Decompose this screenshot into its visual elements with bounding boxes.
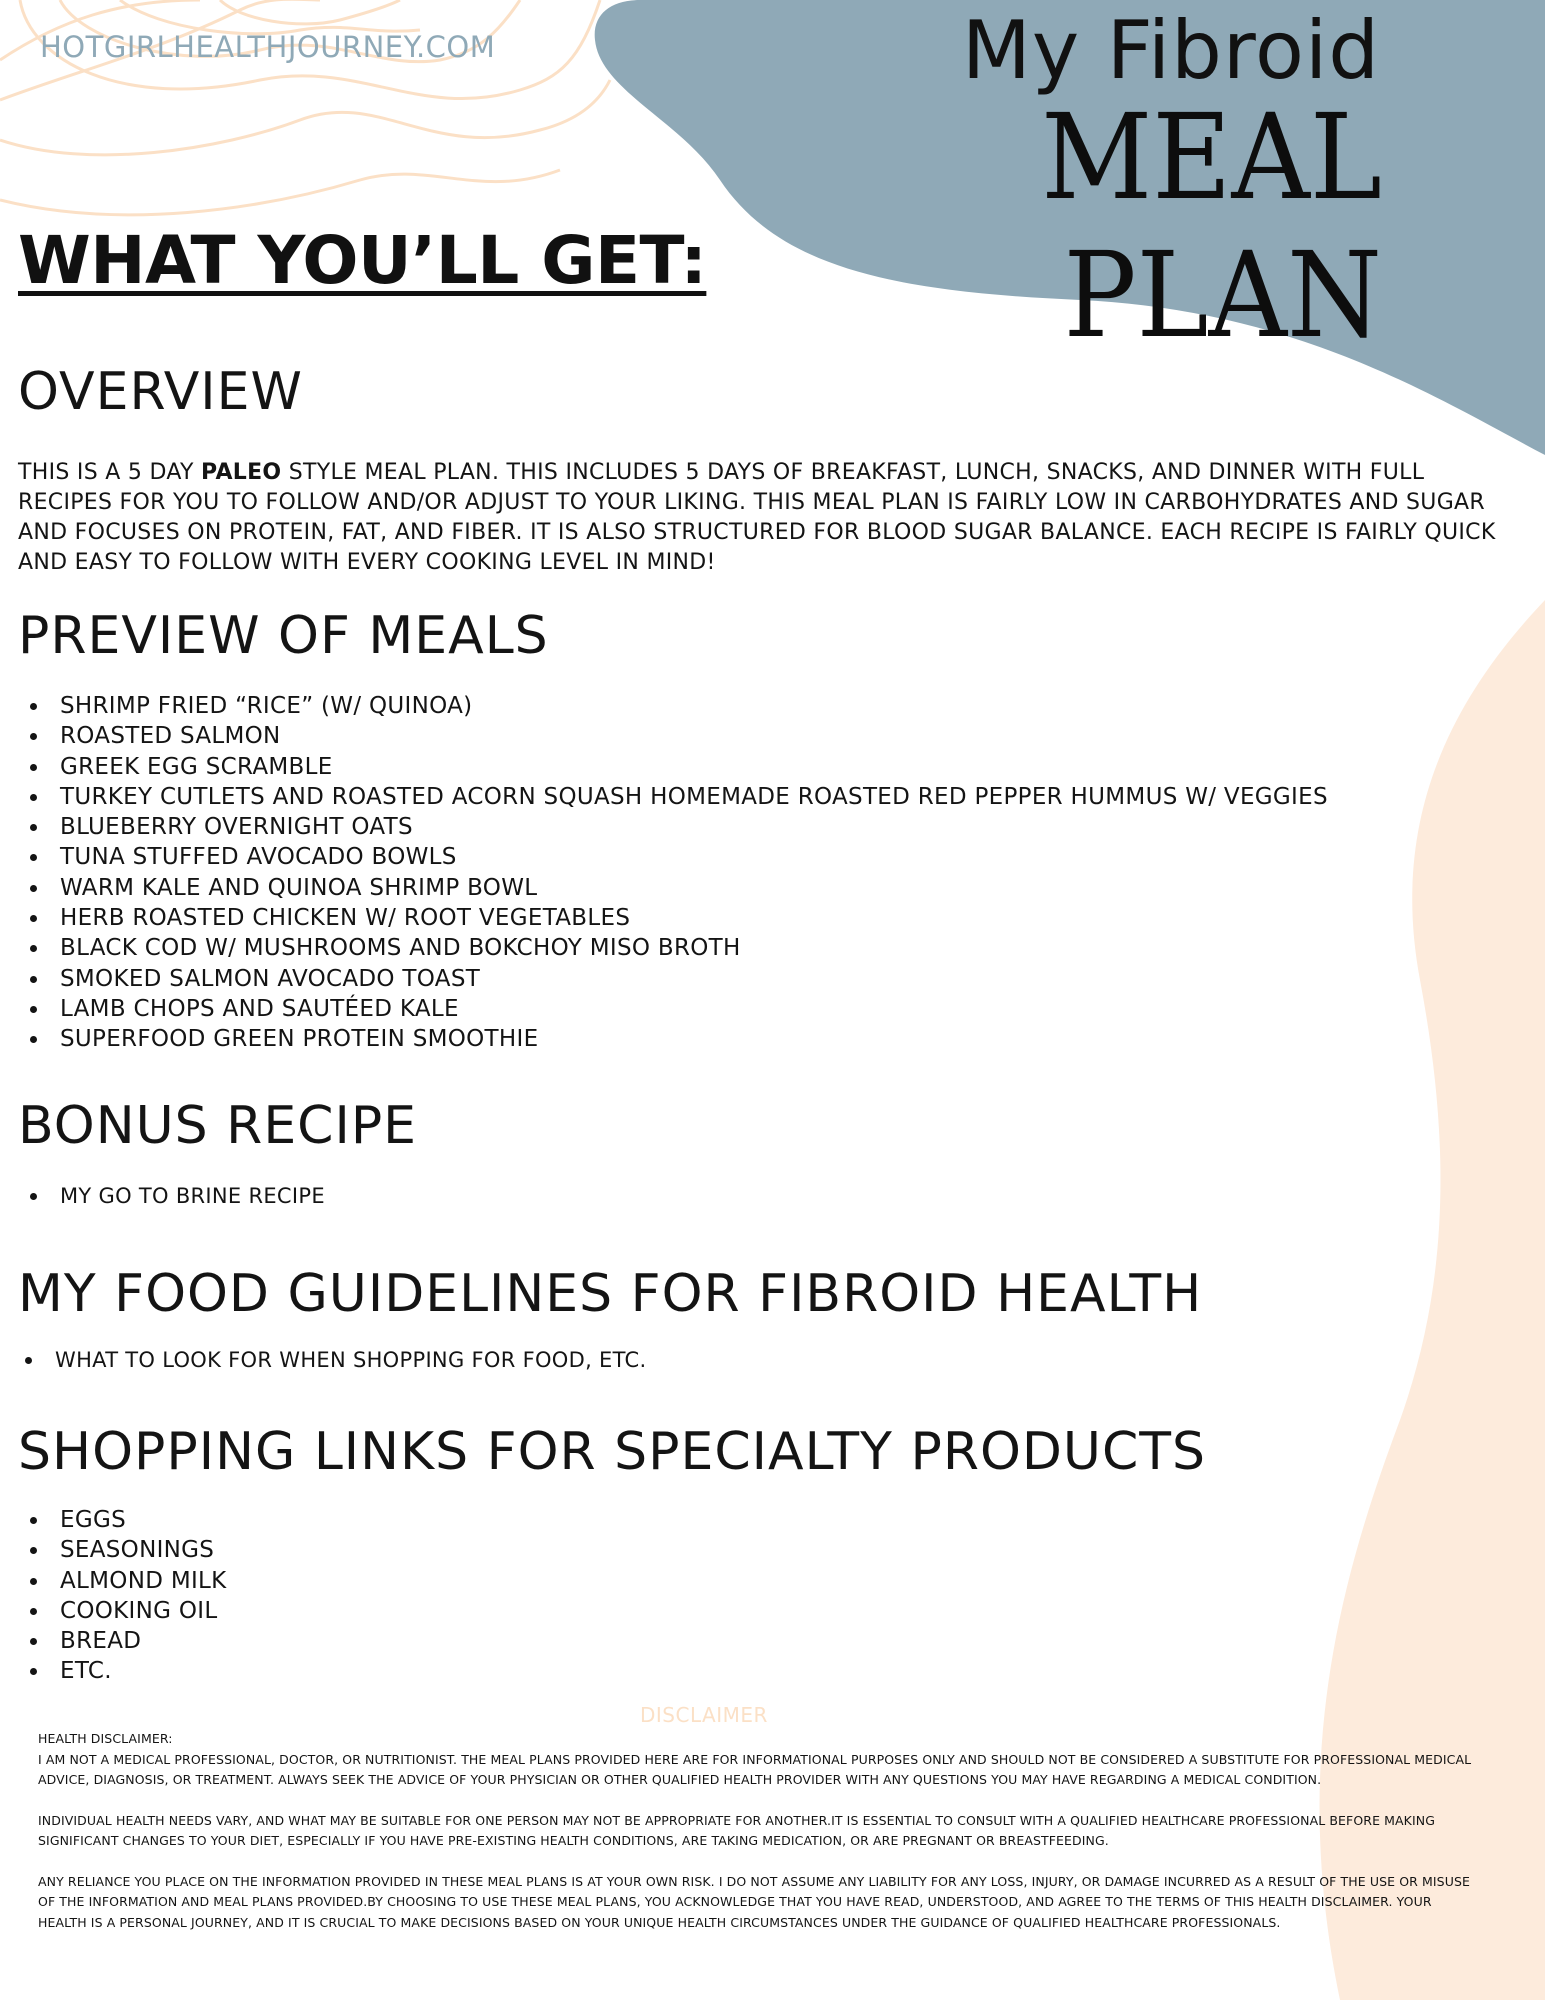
list-item: TUNA STUFFED AVOCADO BOWLS [60, 842, 1328, 872]
site-url[interactable]: HOTGIRLHEALTHJOURNEY.COM [40, 30, 496, 64]
preview-heading: PREVIEW OF MEALS [18, 606, 549, 666]
bonus-recipe-list [0, 1181, 325, 1211]
list-item: SMOKED SALMON AVOCADO TOAST [60, 964, 1328, 994]
list-item: SEASONINGS [60, 1535, 227, 1565]
list-item: HERB ROASTED CHICKEN W/ ROOT VEGETABLES [60, 903, 1328, 933]
list-item: BREAD [60, 1626, 227, 1656]
health-disclaimer [38, 1729, 1478, 1953]
list-item: WHAT TO LOOK FOR WHEN SHOPPING FOR FOOD, ETC. [55, 1345, 646, 1375]
list-item: TURKEY CUTLETS AND ROASTED ACORN SQUASH HOMEMADE ROASTED RED PEPPER HUMMUS W/ VEGGIES [60, 782, 1328, 812]
overview-paragraph [18, 458, 1508, 578]
disclaimer-paragraph-3: ANY RELIANCE YOU PLACE ON THE INFORMATION PROVIDED IN THESE MEAL PLANS IS AT YOUR OWN RISK. I DO NOT ASSUME ANY LIABILITY FOR ANY LOSS, INJURY, OR DAMAGE INCURRED AS A RESULT OF THE USE OR MISUSE OF THE INFORMATION AND MEAL PLANS PROVIDED.BY CHOOSING TO USE THESE MEAL PLANS, YOU ACKNOWLEDGE THAT YOU HAVE READ, UNDERSTOOD, AND AGREE TO THE TERMS OF THIS HEALTH DISCLAIMER. YOUR HEALTH IS A PERSONAL JOURNEY, AND IT IS CRUCIAL TO MAKE DECISIONS BASED ON YOUR UNIQUE HEALTH CIRCUMSTANCES UNDER THE GUIDANCE OF QUALIFIED HEALTHCARE PROFESSIONALS. [38, 1873, 1470, 1930]
disclaimer-label: DISCLAIMER [640, 1703, 768, 1727]
bonus-recipe-heading: BONUS RECIPE [18, 1096, 418, 1156]
list-item: ALMOND MILK [60, 1566, 227, 1596]
overview-text-rest: STYLE MEAL PLAN. THIS INCLUDES 5 DAYS OF BREAKFAST, LUNCH, SNACKS, AND DINNER WITH FULL RECIPES FOR YOU TO FOLLOW AND/OR ADJUST TO YOUR LIKING. THIS MEAL PLAN IS FAIRLY LOW IN CARBOHYDRATES AND SUGAR AND FOCUSES ON PROTEIN, FAT, AND FIBER. IT IS ALSO STRUCTURED FOR BLOOD SUGAR BALANCE. EACH RECIPE IS FAIRLY QUICK AND EASY TO FOLLOW WITH EVERY COOKING LEVEL IN MIND! [18, 460, 1496, 575]
list-item: EGGS [60, 1505, 227, 1535]
list-item: BLUEBERRY OVERNIGHT OATS [60, 812, 1328, 842]
disclaimer-paragraph-2: INDIVIDUAL HEALTH NEEDS VARY, AND WHAT MAY BE SUITABLE FOR ONE PERSON MAY NOT BE APPROPRIATE FOR ANOTHER.IT IS ESSENTIAL TO CONSULT WITH A QUALIFIED HEALTHCARE PROFESSIONAL BEFORE MAKING SIGNIFICANT CHANGES TO YOUR DIET, ESPECIALLY IF YOU HAVE PRE-EXISTING HEALTH CONDITIONS, ARE TAKING MEDICATION, OR ARE PREGNANT OR BREASTFEEDING. [38, 1812, 1435, 1848]
shopping-links-heading: SHOPPING LINKS FOR SPECIALTY PRODUCTS [18, 1422, 1207, 1482]
what-youll-get-heading: WHAT YOU’LL GET: [18, 222, 707, 299]
list-item: ROASTED SALMON [60, 721, 1328, 751]
list-item: LAMB CHOPS AND SAUTÉED KALE [60, 994, 1328, 1024]
disclaimer-title: HEALTH DISCLAIMER: [38, 1731, 173, 1746]
list-item: SHRIMP FRIED “RICE” (W/ QUINOA) [60, 691, 1328, 721]
guidelines-heading: MY FOOD GUIDELINES FOR FIBROID HEALTH [18, 1264, 1203, 1324]
list-item: SUPERFOOD GREEN PROTEIN SMOOTHIE [60, 1024, 1328, 1054]
list-item: COOKING OIL [60, 1596, 227, 1626]
guidelines-list [0, 1345, 646, 1375]
title-my-fibroid: My Fibroid [961, 4, 1380, 97]
list-item: GREEK EGG SCRAMBLE [60, 752, 1328, 782]
overview-heading: OVERVIEW [18, 362, 303, 422]
overview-text-start: THIS IS A 5 DAY [18, 460, 202, 485]
list-item: MY GO TO BRINE RECIPE [60, 1181, 325, 1211]
list-item: ETC. [60, 1656, 227, 1686]
overview-text-bold: PALEO [201, 460, 282, 485]
list-item: WARM KALE AND QUINOA SHRIMP BOWL [60, 873, 1328, 903]
preview-meals-list [0, 691, 1328, 1055]
shopping-links-list [0, 1505, 227, 1687]
title-meal-plan: MEAL PLAN [1041, 88, 1382, 364]
list-item: BLACK COD W/ MUSHROOMS AND BOKCHOY MISO BROTH [60, 933, 1328, 963]
disclaimer-paragraph-1: I AM NOT A MEDICAL PROFESSIONAL, DOCTOR, OR NUTRITIONIST. THE MEAL PLANS PROVIDED HERE ARE FOR INFORMATIONAL PURPOSES ONLY AND SHOULD NOT BE CONSIDERED A SUBSTITUTE FOR PROFESSIONAL MEDICAL ADVICE, DIAGNOSIS, OR TREATMENT. ALWAYS SEEK THE ADVICE OF YOUR PHYSICIAN OR OTHER QUALIFIED HEALTH PROVIDER WITH ANY QUESTIONS YOU MAY HAVE REGARDING A MEDICAL CONDITION. [38, 1751, 1472, 1787]
